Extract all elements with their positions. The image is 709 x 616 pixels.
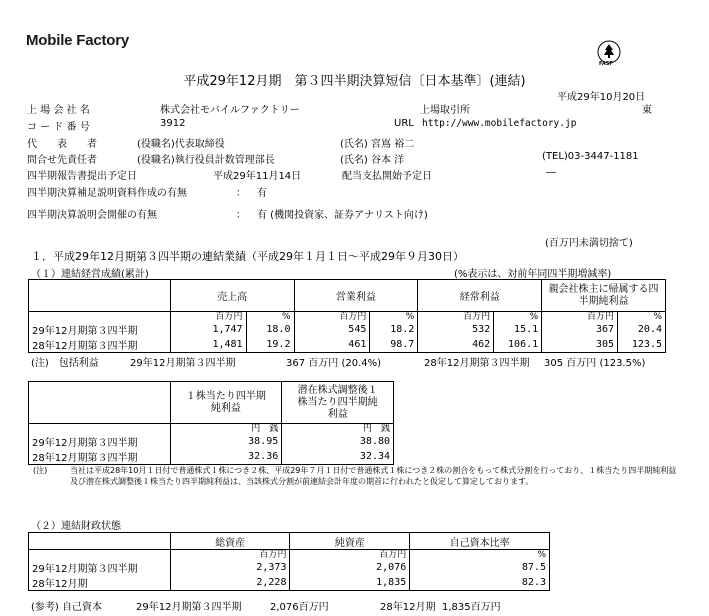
op-value: 461 (294, 337, 370, 353)
row-label: 29年12月期第３四半期 (29, 322, 171, 337)
table-row (29, 322, 666, 337)
eps-table (28, 381, 394, 465)
code-value: 3912 (160, 118, 186, 129)
dividend-start-value: ― (546, 167, 556, 178)
representative-label: 代 表 者 (27, 139, 97, 150)
header-total-assets: 総資産 (170, 533, 290, 550)
page-title: 平成29年12月期 第３四半期決算短信〔日本基準〕(連結) (183, 74, 526, 89)
company-logo: Mobile Factory (26, 32, 130, 49)
unit-sales-pct: % (246, 312, 294, 323)
contact-title: (役職名)執行役員計数管理部長 (137, 155, 275, 166)
equity-ref-label: (参考) 自己資本 (31, 602, 102, 613)
unit-row-label (29, 424, 171, 435)
section2-subheading: （２）連結財政状態 (31, 521, 121, 532)
net-pct: 20.4 (618, 322, 666, 337)
equity-ref-current-label: 29年12月期第３四半期 (136, 602, 242, 613)
row-label: 28年12月期第３四半期 (29, 337, 171, 353)
table-corner (29, 382, 171, 424)
comprehensive-prev-label: 28年12月期第３四半期 (424, 358, 530, 369)
equity-ref-prev-label: 28年12月期 (380, 602, 436, 613)
unit-eps: 円 銭 (170, 424, 282, 435)
report-submission-label: 四半期報告書提出予定日 (27, 171, 137, 182)
comprehensive-prev-value: 305 百万円 (123.5%) (544, 358, 646, 369)
unit-op: 百万円 (294, 312, 370, 323)
unit-ord-pct: % (494, 312, 542, 323)
section1-subheading: （１）連結経営成績(累計) (31, 269, 149, 280)
table-corner (29, 533, 171, 550)
eps-value: 38.95 (170, 434, 282, 449)
financial-position-table (28, 532, 550, 591)
equity-ref-prev-value: 1,835百万円 (442, 602, 501, 613)
equity-ratio-value: 87.5 (410, 560, 550, 575)
op-value: 545 (294, 322, 370, 337)
report-submission-date: 平成29年11月14日 (213, 171, 302, 182)
header-diluted-eps: 潜在株式調整後１株当たり四半期純利益 (282, 382, 394, 424)
total-assets-value: 2,373 (170, 560, 290, 575)
header-net-income: 親会社株主に帰属する四半期純利益 (542, 280, 666, 312)
contact-label: 問合せ先責任者 (27, 155, 97, 166)
net-value: 305 (542, 337, 618, 353)
op-pct: 18.2 (370, 322, 418, 337)
unit-row-label (29, 312, 171, 323)
net-value: 367 (542, 322, 618, 337)
representative-title: (役職名)代表取締役 (137, 139, 225, 150)
header-eps: １株当たり四半期純利益 (170, 382, 282, 424)
comprehensive-current-value: 367 百万円 (20.4%) (286, 358, 382, 369)
table-corner (29, 280, 171, 312)
total-assets-value: 2,228 (170, 575, 290, 591)
header-ordinary-income: 経常利益 (418, 280, 542, 312)
url-label: URL (394, 118, 414, 129)
header-net-assets: 純資産 (290, 533, 410, 550)
diluted-eps-value: 32.34 (282, 449, 394, 465)
sales-value: 1,747 (170, 322, 246, 337)
supplementary-material-value: 有 (257, 188, 267, 199)
section1-pct-note: (%表示は、対前年同四半期増減率) (454, 269, 612, 280)
ord-value: 532 (418, 322, 494, 337)
briefing-label: 四半期決算説明会開催の有無 (27, 210, 157, 221)
table-row (29, 449, 394, 465)
net-assets-value: 2,076 (290, 560, 410, 575)
unit-row-label (29, 550, 171, 561)
sales-value: 1,481 (170, 337, 246, 353)
table-row (29, 575, 550, 591)
header-equity-ratio: 自己資本比率 (410, 533, 550, 550)
sales-pct: 19.2 (246, 337, 294, 353)
diluted-eps-value: 38.80 (282, 434, 394, 449)
briefing-sep: ： (236, 210, 246, 221)
table-row (29, 560, 550, 575)
briefing-value: 有 (機関投資家、証券アナリスト向け) (257, 210, 428, 221)
sales-pct: 18.0 (246, 322, 294, 337)
row-label: 28年12月期第３四半期 (29, 449, 171, 465)
unit-diluted: 円 銭 (282, 424, 394, 435)
report-date: 平成29年10月20日 (557, 92, 646, 103)
representative-name: (氏名) 宮嶌 裕二 (340, 139, 415, 150)
fasf-badge (596, 40, 622, 68)
code-label: コ ー ド 番 号 (27, 122, 90, 133)
unit-net-assets: 百万円 (290, 550, 410, 561)
fasf-badge-text: FASF (599, 61, 613, 67)
unit-assets: 百万円 (170, 550, 290, 561)
url-link[interactable]: http://www.mobilefactory.jp (422, 118, 577, 129)
dividend-start-label: 配当支払開始予定日 (342, 171, 432, 182)
ord-pct: 106.1 (494, 337, 542, 353)
unit-ord: 百万円 (418, 312, 494, 323)
listed-company-value: 株式会社モバイルファクトリー (160, 105, 300, 116)
equity-ref-current-value: 2,076百万円 (270, 602, 329, 613)
row-label: 29年12月期第３四半期 (29, 434, 171, 449)
section1-heading: １．平成29年12月期第３四半期の連結業績（平成29年１月１日～平成29年９月30日） (31, 250, 464, 263)
header-operating-income: 営業利益 (294, 280, 418, 312)
listed-company-label: 上 場 会 社 名 (27, 105, 90, 116)
eps-value: 32.36 (170, 449, 282, 465)
op-pct: 98.7 (370, 337, 418, 353)
net-pct: 123.5 (618, 337, 666, 353)
exchange-value: 東 (642, 105, 652, 116)
table-row (29, 337, 666, 353)
stock-split-note-label: (注) (33, 466, 48, 475)
rounding-note: (百万円未満切捨て) (545, 238, 633, 249)
table-row (29, 434, 394, 449)
stock-split-note: 当社は平成28年10月１日付で普通株式１株につき２株、平成29年７月１日付で普通株式１株につき２株の割合をもって株式分割を行っており、１株当たり四半期純利益及び潜在株式調整後１株当たり四半期純利益は、当該株式分割が前連結会計年度の期首に行われたと仮定して算定しております。 (70, 466, 677, 486)
row-label: 28年12月期 (29, 575, 171, 591)
supplementary-material-label: 四半期決算補足説明資料作成の有無 (27, 188, 187, 199)
contact-name: (氏名) 谷本 洋 (340, 155, 405, 166)
unit-net-pct: % (618, 312, 666, 323)
row-label: 29年12月期第３四半期 (29, 560, 171, 575)
comprehensive-current-label: 29年12月期第３四半期 (130, 358, 236, 369)
operating-results-table (28, 279, 666, 353)
unit-sales: 百万円 (170, 312, 246, 323)
exchange-label: 上場取引所 (420, 105, 470, 116)
ord-value: 462 (418, 337, 494, 353)
unit-ratio: % (410, 550, 550, 561)
unit-net: 百万円 (542, 312, 618, 323)
net-assets-value: 1,835 (290, 575, 410, 591)
contact-phone: (TEL)03-3447-1181 (542, 151, 639, 162)
ord-pct: 15.1 (494, 322, 542, 337)
supplementary-material-sep: ： (236, 188, 246, 199)
header-sales: 売上高 (170, 280, 294, 312)
comprehensive-income-label: (注) 包括利益 (31, 358, 99, 369)
unit-op-pct: % (370, 312, 418, 323)
equity-ratio-value: 82.3 (410, 575, 550, 591)
